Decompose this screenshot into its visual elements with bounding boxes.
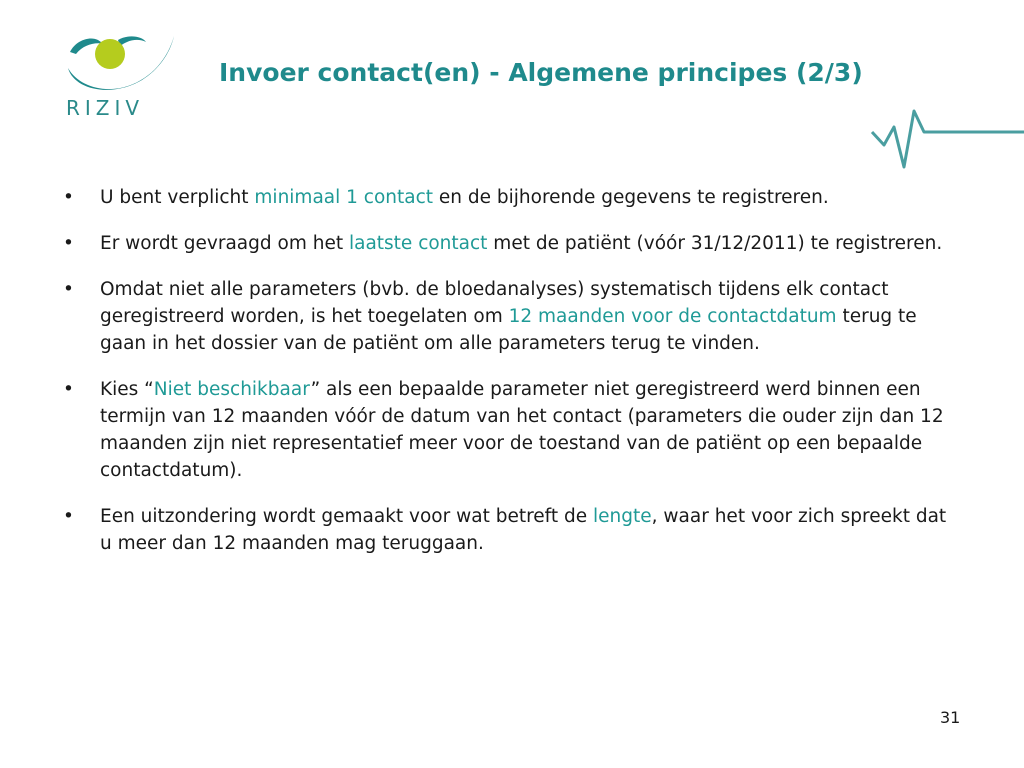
bullet-text: terug te gaan in het dossier van de patiënt om alle parameters terug te vinden.: [100, 306, 917, 354]
slide-title: Invoer contact(en) - Algemene principes (2/3): [219, 58, 863, 87]
logo-circle: [95, 39, 125, 69]
bullet-text: Omdat niet alle parameters (bvb. de bloedanalyses) systematisch tijdens elk contact geregistreerd worden, is het toegelaten om: [100, 279, 889, 327]
highlighted-text: laatste contact: [348, 233, 488, 254]
riziv-logo-mark: [64, 32, 180, 102]
bullet-item: [60, 503, 960, 557]
logo-text: RIZIV: [66, 96, 145, 120]
header-heartbeat-line: [0, 95, 1024, 175]
bullet-item: [60, 376, 960, 484]
bullet-marker: •: [63, 506, 74, 527]
bullet-item: [60, 184, 960, 211]
bullet-item: [60, 276, 960, 357]
bullet-text: U bent verplicht: [100, 187, 255, 208]
bullet-marker: •: [63, 279, 74, 300]
bullet-text: , waar het voor zich spreekt dat u meer dan 12 maanden mag teruggaan.: [100, 506, 947, 554]
page-number: 31: [940, 708, 961, 727]
bullet-text: Kies “: [100, 379, 154, 400]
bullet-text: met de patiënt (vóór 31/12/2011) te registreren.: [487, 233, 943, 254]
bullet-text: Er wordt gevraagd om het: [100, 233, 349, 254]
bullet-text: en de bijhorende gegevens te registreren.: [433, 187, 829, 208]
highlighted-text: minimaal 1 contact: [254, 187, 434, 208]
highlighted-text: 12 maanden voor de contactdatum: [508, 306, 837, 327]
logo-swoosh-top-right: [118, 36, 146, 46]
bullet-list: [60, 184, 960, 576]
highlighted-text: lengte: [593, 506, 652, 527]
bullet-marker: •: [63, 187, 74, 208]
bullet-text: ” als een bepaalde parameter niet geregistreerd werd binnen een termijn van 12 maanden vóór de datum van het contact (parameters die ouder zijn dan 12 maanden zijn niet representatief meer voor de toestand van de patiënt op een bepaalde contactdatum).: [100, 379, 944, 481]
bullet-text: Een uitzondering wordt gemaakt voor wat betreft de: [100, 506, 594, 527]
highlighted-text: Niet beschikbaar: [153, 379, 311, 400]
bullet-marker: •: [63, 379, 74, 400]
bullet-item: [60, 230, 960, 257]
heartbeat-spike: [872, 111, 1024, 167]
bullet-marker: •: [63, 233, 74, 254]
